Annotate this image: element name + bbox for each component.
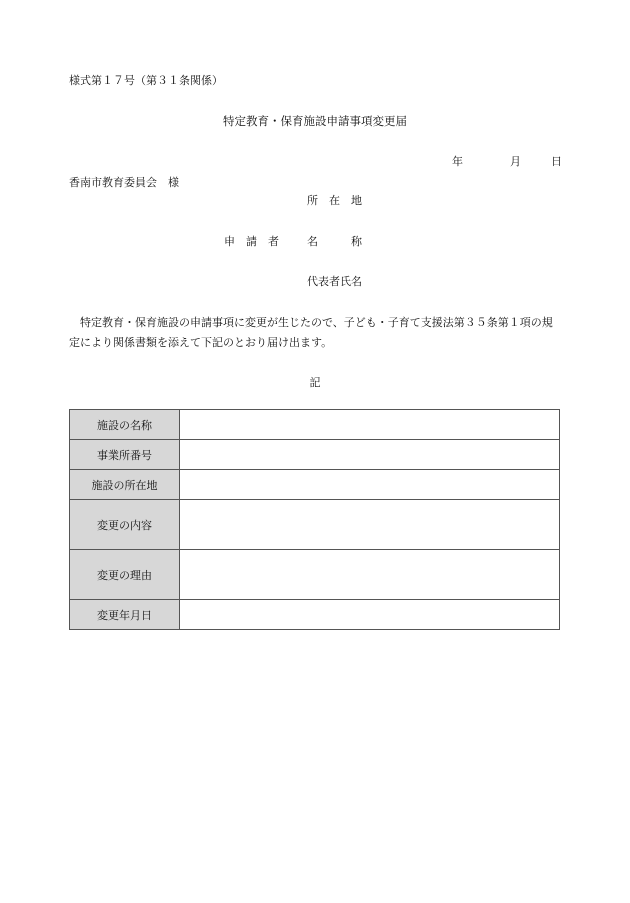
table-row bbox=[70, 410, 560, 440]
form-number: 様式第１７号（第３１条関係） bbox=[69, 74, 223, 87]
row-label-facility-name: 施設の名称 bbox=[70, 410, 180, 440]
change-date-field[interactable] bbox=[180, 600, 560, 630]
date-year-label: 年 bbox=[452, 155, 463, 168]
change-content-field[interactable] bbox=[180, 500, 560, 550]
addressee: 香南市教育委員会 様 bbox=[69, 176, 179, 189]
row-label-change-reason: 変更の理由 bbox=[70, 550, 180, 600]
row-label-change-content: 変更の内容 bbox=[70, 500, 180, 550]
name-label: 名 称 bbox=[307, 235, 362, 248]
table-row bbox=[70, 550, 560, 600]
date-day-label: 日 bbox=[551, 155, 562, 168]
address-label: 所 在 地 bbox=[307, 194, 362, 207]
table-row bbox=[70, 500, 560, 550]
row-label-change-date: 変更年月日 bbox=[70, 600, 180, 630]
representative-label: 代表者氏名 bbox=[307, 275, 362, 288]
body-text: 特定教育・保育施設の申請事項に変更が生じたので、子ども・子育て支援法第３５条第１項の規定により関係書類を添えて下記のとおり届け出ます。 bbox=[69, 316, 553, 349]
ki-heading: 記 bbox=[309, 376, 321, 389]
items-table bbox=[69, 409, 560, 630]
document-title: 特定教育・保育施設申請事項変更届 bbox=[223, 114, 407, 128]
date-month-label: 月 bbox=[510, 155, 521, 168]
office-number-field[interactable] bbox=[180, 440, 560, 470]
row-label-office-number: 事業所番号 bbox=[70, 440, 180, 470]
applicant-label: 申 請 者 bbox=[224, 235, 279, 248]
table-row bbox=[70, 440, 560, 470]
row-label-facility-address: 施設の所在地 bbox=[70, 470, 180, 500]
change-reason-field[interactable] bbox=[180, 550, 560, 600]
table-row bbox=[70, 470, 560, 500]
facility-address-field[interactable] bbox=[180, 470, 560, 500]
facility-name-field[interactable] bbox=[180, 410, 560, 440]
table-row bbox=[70, 600, 560, 630]
